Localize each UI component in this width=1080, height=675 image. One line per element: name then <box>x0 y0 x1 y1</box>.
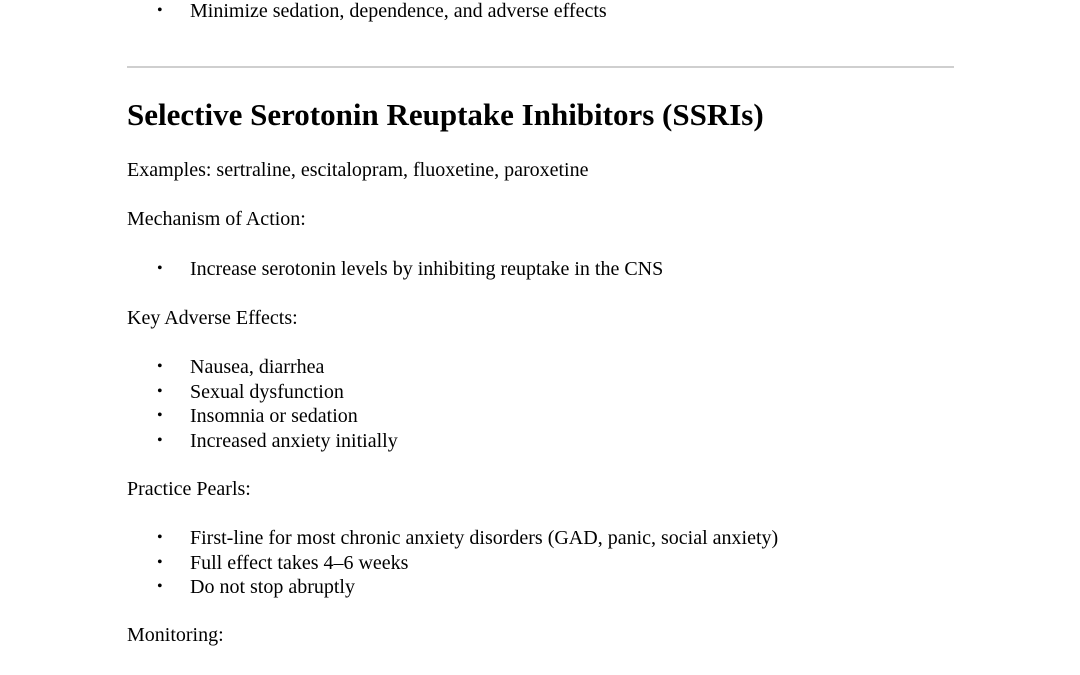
examples-text: Examples: sertraline, escitalopram, fluoxetine, paroxetine <box>127 159 589 181</box>
list-item: • First-line for most chronic anxiety disorders (GAD, panic, social anxiety) <box>127 526 778 551</box>
section-heading: Selective Serotonin Reuptake Inhibitors (SSRIs) <box>127 97 764 132</box>
list-item: • Sexual dysfunction <box>127 380 398 405</box>
adverse-effects-list <box>127 355 398 453</box>
monitoring-label: Monitoring: <box>127 624 224 646</box>
list-item: • Increased anxiety initially <box>127 429 398 454</box>
list-item: • Full effect takes 4–6 weeks <box>127 551 778 576</box>
mechanism-list <box>127 257 663 282</box>
list-item: • Nausea, diarrhea <box>127 355 398 380</box>
intro-bullet-list <box>127 0 607 24</box>
list-item: • Insomnia or sedation <box>127 404 398 429</box>
mechanism-label: Mechanism of Action: <box>127 208 306 230</box>
list-item: • Increase serotonin levels by inhibiting reuptake in the CNS <box>127 257 663 282</box>
practice-pearls-list <box>127 526 778 600</box>
document-page <box>127 0 954 675</box>
practice-pearls-label: Practice Pearls: <box>127 478 251 500</box>
section-divider <box>127 66 954 68</box>
list-item: • Minimize sedation, dependence, and adverse effects <box>127 0 607 24</box>
adverse-effects-label: Key Adverse Effects: <box>127 307 298 329</box>
list-item: • Do not stop abruptly <box>127 575 778 600</box>
